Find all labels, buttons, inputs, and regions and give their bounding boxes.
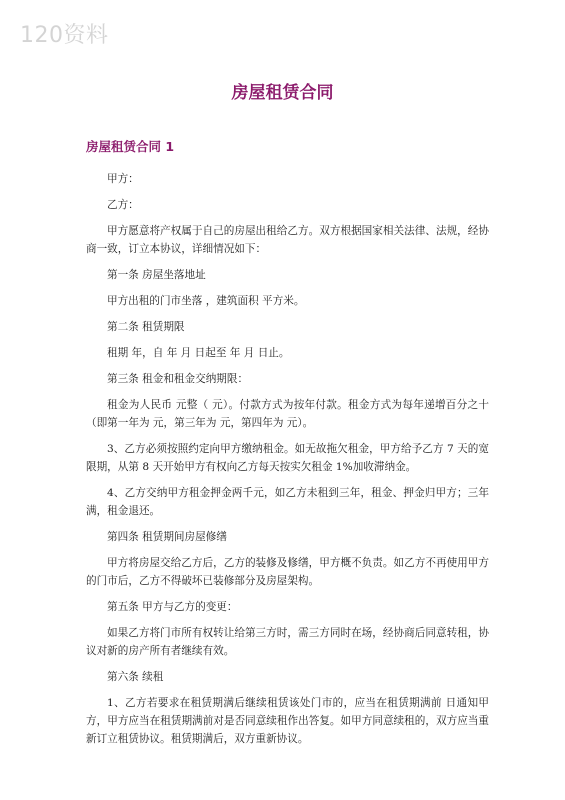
article-3-clause-3: 3、乙方必须按照约定向甲方缴纳租金。如无故拖欠租金，甲方给予乙方 7 天的宽限期，从第 8 天开始甲方有权向乙方每天按实欠租金 1%加收滞纳金。: [86, 443, 489, 473]
intro-paragraph: 甲方愿意将产权属于自己的房屋出租给乙方。双方根据国家相关法律、法规，经协商一致，订立本协议，详细情况如下：: [86, 225, 489, 255]
article-3-heading: 第三条 租金和租金交纳期限：: [107, 373, 249, 385]
article-5-text: 如果乙方将门市所有权转让给第三方时，需三方同时在场，经协商后同意转租，协议对新的房产所有者继续有效。: [86, 627, 489, 657]
article-5-heading: 第五条 甲方与乙方的变更：: [107, 601, 238, 613]
section-heading: 房屋租赁合同 1: [86, 139, 175, 154]
article-6-heading: 第六条 续租: [107, 671, 164, 683]
party-a-line: 甲方：: [107, 173, 139, 185]
article-1-heading: 第一条 房屋坐落地址: [107, 269, 206, 281]
article-2-text: 租期 年，自 年 月 日起至 年 月 日止。: [107, 347, 290, 359]
contract-body: [86, 170, 489, 756]
article-1-text: 甲方出租的门市坐落 ，建筑面积 平方米。: [107, 295, 305, 307]
article-4-heading: 第四条 租赁期间房屋修缮: [107, 531, 227, 543]
watermark-logo: 120资料: [20, 23, 109, 48]
article-3-clause-4: 4、乙方交纳甲方租金押金两千元，如乙方未租到三年，租金、押金归甲方；三年满，租金退还。: [86, 487, 489, 517]
document-title: 房屋租赁合同: [231, 83, 334, 103]
article-3-text: 租金为人民币 元整（ 元）。付款方式为按年付款。租金方式为每年递增百分之十（即第一年为 元，第三年为 元，第四年为 元）。: [86, 399, 489, 429]
article-2-heading: 第二条 租赁期限: [107, 321, 185, 333]
article-4-text: 甲方将房屋交给乙方后，乙方的装修及修缮，甲方概不负责。如乙方不再使用甲方的门市后，乙方不得破坏已装修部分及房屋架构。: [86, 557, 489, 587]
article-6-clause-1: 1、乙方若要求在租赁期满后继续租赁该处门市的，应当在租赁期满前 日通知甲方，甲方应当在租赁期满前对是否同意续租作出答复。如甲方同意续租的，双方应当重新订立租赁协议。租赁期满后，双方重新协议。: [86, 697, 489, 745]
party-b-line: 乙方：: [107, 199, 139, 211]
